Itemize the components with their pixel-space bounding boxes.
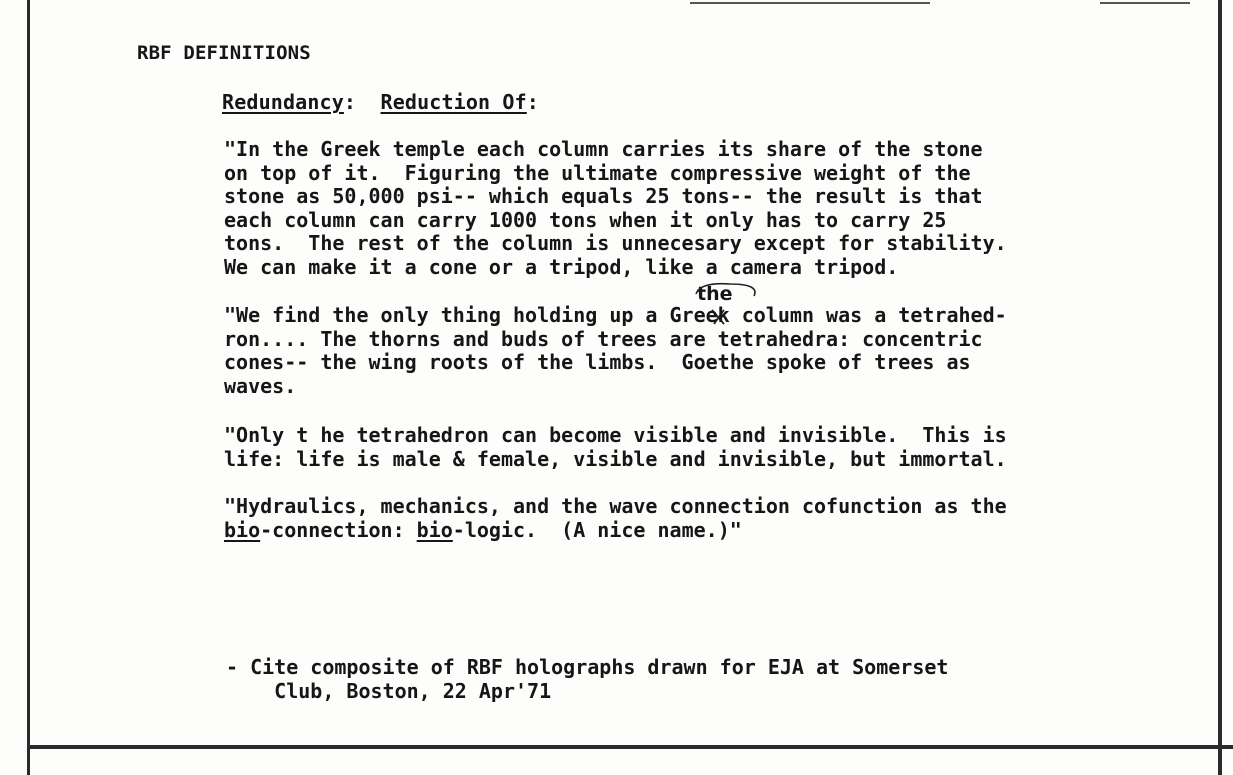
- paragraph-line: "In the Greek temple each column carries its share of the stone: [224, 137, 983, 161]
- paragraph-line: ron.... The thorns and buds of trees are tetrahedra: concentric: [224, 326, 983, 351]
- subheading-separator: :: [343, 90, 381, 114]
- paragraph-line: "Hydraulics, mechanics, and the wave connection cofunction as the: [224, 494, 1007, 518]
- paragraph-line: tons. The rest of the column is unnecesary except for stability.: [224, 231, 1007, 255]
- quote-paragraph-2: [224, 304, 1154, 398]
- bio-underlined-1: bio: [224, 517, 261, 542]
- card-border-right: [1218, 0, 1222, 775]
- paragraph-line: "Only t he tetrahedron can become visible and invisible. This is: [224, 423, 1007, 447]
- paragraph-line: "We find the only thing holding up a Greek column was a tetrahed-: [224, 303, 1007, 327]
- top-edge-rule: [690, 2, 930, 4]
- card-border-left: [27, 0, 30, 775]
- citation-line: - Cite composite of RBF holographs drawn for EJA at Somerset: [226, 655, 949, 679]
- citation-line: Club, Boston, 22 Apr'71: [226, 678, 552, 703]
- subheading-definition: Reduction Of: [380, 90, 527, 114]
- paragraph-fragment: -logic. (A nice name.)": [452, 517, 742, 542]
- paragraph-fragment: -connection:: [260, 517, 417, 542]
- paragraph-line: stone as 50,000 psi-- which equals 25 tons-- the result is that: [224, 184, 983, 208]
- subheading-colon: :: [526, 90, 539, 114]
- paragraph-line: We can make it a cone or a tripod, like a camera tripod.: [224, 254, 899, 279]
- subheading: [222, 90, 539, 114]
- paragraph-line: life: life is male & female, visible and invisible, but immortal.: [224, 446, 1007, 471]
- top-edge-rule-right: [1100, 2, 1190, 4]
- paragraph-line: cones-- the wing roots of the limbs. Goethe spoke of trees as: [224, 350, 971, 374]
- document-heading: RBF DEFINITIONS: [137, 42, 311, 64]
- citation: [226, 656, 948, 703]
- paragraph-line: each column can carry 1000 tons when it only has to carry 25: [224, 207, 947, 232]
- card-border-bottom: [27, 745, 1233, 749]
- paragraph-line: [224, 519, 1154, 543]
- handwritten-insertion: the: [697, 283, 733, 305]
- paragraph-line: waves.: [224, 373, 297, 398]
- quote-paragraph-1: [224, 138, 1154, 279]
- quote-paragraph-3: [224, 424, 1154, 471]
- quote-paragraph-4: [224, 495, 1154, 542]
- paragraph-line: on top of it. Figuring the ultimate compressive weight of the: [224, 160, 971, 185]
- subheading-term: Redundancy: [222, 90, 344, 114]
- bio-underlined-2: bio: [416, 517, 453, 542]
